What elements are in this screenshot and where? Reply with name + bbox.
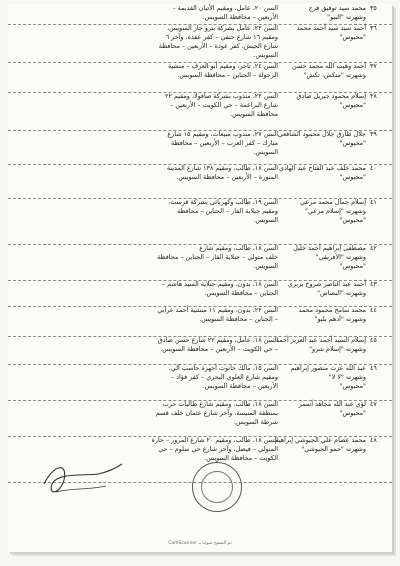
row-number: ٤٦: [370, 364, 377, 372]
name-note: وشهرته "إسلام مرعي": [304, 206, 366, 215]
row-number: ٣٥: [370, 4, 377, 12]
row-number: ٤٧: [370, 400, 377, 408]
defendant-name: [284, 4, 370, 24]
defendant-details: [8, 364, 282, 400]
defendant-row: [8, 198, 392, 245]
defendant-row: [8, 280, 392, 307]
details-line: شارع الجيش، كفر عودة – الأربعين – محافظة: [158, 41, 278, 50]
defendant-details: [8, 62, 282, 92]
name-note: "محبوس": [339, 138, 366, 147]
defendant-details: [8, 400, 282, 436]
defendant-row: [8, 306, 392, 337]
details-line: الأربعين – محافظة السويس.: [202, 381, 278, 390]
name-note: "محبوس": [339, 381, 366, 390]
row-number: ٤٨: [370, 436, 377, 444]
details-line: محافظة السويس.: [230, 109, 278, 118]
details-line: السن ١٨، طالب، ومقيم شارع طالبات حرب: [162, 400, 278, 408]
name-note: "محبوس": [339, 100, 366, 109]
details-line: المنورة – الأربعين – محافظة السويس.: [176, 172, 278, 181]
defendant-row: [8, 62, 392, 93]
name-note: وشهرته "حمو الجيوشي": [301, 444, 366, 453]
defendant-details: [8, 336, 282, 364]
row-number: ٤٣: [370, 280, 377, 288]
defendant-name: [284, 24, 370, 62]
name-note: "محبوس": [339, 261, 366, 270]
official-seal: [192, 462, 242, 512]
details-line: السن ١٨، عامل، ومقيم ٢٢ شارع حسن صادق: [157, 336, 278, 344]
details-line: السن ٢٢، عامل بشركة بترو جاز السويس،: [167, 24, 278, 32]
scanner-footer: CamScanner تم المسح ضوئيا بـ: [168, 541, 232, 546]
name-note: "محبوس": [339, 215, 366, 224]
full-name: محمد خلف عبد الفتاح عبد الهادي: [278, 164, 366, 172]
details-line: السويس.: [253, 147, 278, 156]
defendant-row: [8, 92, 392, 131]
details-line: شرطة السويس.: [233, 417, 278, 426]
name-note: وشهرته "إسلام شرو": [309, 344, 366, 353]
details-line: الجناين – محافظة السويس.: [204, 288, 278, 297]
row-number: ٣٨: [370, 92, 377, 100]
row-number: ٤٤: [370, 306, 377, 314]
defendant-details: [8, 130, 282, 164]
defendant-name: [274, 436, 370, 482]
defendant-details: [8, 198, 282, 244]
details-line: السن ٢٠، عامل، ومقيم الأتيان القديمة -: [173, 4, 278, 12]
full-name: أحمد وهيب الله محمد حسن: [292, 62, 366, 70]
defendant-row: [8, 244, 392, 281]
defendant-details: [8, 306, 282, 336]
details-line: – حي الكويت – الأربعين – محافظة السويس.: [160, 344, 278, 353]
defendant-details: [8, 164, 282, 198]
signature: [36, 454, 126, 504]
details-line: السن ١٨، بدون، ومقيم جبلاية السيد هاشم –: [161, 280, 278, 288]
document-page: [8, 4, 392, 552]
details-line: بمنطقة المنيسة، وآخر شارع عثمان خلف قسم: [155, 408, 278, 417]
details-line: السويس.: [253, 261, 278, 270]
name-note: وشهرته "البيو": [327, 12, 366, 21]
details-line: خلف متولي – جبلاية الفار – الجناين – محافظة: [157, 252, 278, 261]
defendants-list: [8, 4, 392, 484]
details-line: مبارك – كفر العرب – الأربعين – محافظة: [171, 138, 278, 147]
details-line: السن ٢٧، مندوب مبيعات، ومقيم ١٥ شارع: [167, 130, 278, 138]
details-line: – الجناين – محافظة السويس.: [199, 314, 278, 323]
name-note: "محبوس": [339, 172, 366, 181]
defendant-row: [8, 164, 392, 199]
full-name: أحمد عبد الناصر شروخ بربري: [287, 280, 366, 288]
defendant-name: [278, 164, 370, 198]
defendant-row: [8, 4, 392, 25]
defendant-details: [8, 4, 282, 24]
defendant-details: [8, 244, 282, 280]
row-number: ٣٩: [370, 130, 377, 138]
full-name: لؤي عبد الله مجاهد أسمر: [298, 400, 366, 408]
details-line: ومقيم جبلاية الفار – الجناين – محافظة: [177, 206, 278, 215]
defendant-row: [8, 130, 392, 165]
defendant-name: [284, 244, 370, 280]
full-name: جلال طارق جلال محمود الشافعي: [277, 130, 366, 138]
full-name: محمد عصام علي الجيوشي إبراهيم: [274, 436, 366, 444]
details-line: السن ١٨، طالب، ومقيم ١٣٨ شارع المدينة: [166, 164, 278, 172]
row-number: ٤١: [370, 198, 377, 206]
details-line: ومقيم ١٦ شارع حنفي – كفر عقدة، وآخر ٦: [165, 32, 278, 41]
defendant-name: [284, 400, 370, 436]
defendant-name: [284, 92, 370, 130]
defendant-name: [284, 280, 370, 306]
full-name: مصطفى إبراهيم أحمد خليل: [293, 244, 366, 252]
name-note: "محبوس": [339, 408, 366, 417]
details-line: السويس.: [253, 215, 278, 224]
details-line: شارع البراعمة – حي الكويت – الأربعين –: [170, 100, 278, 109]
full-name: أحمد سيد سيد أحمد محمد: [296, 24, 366, 32]
defendant-row: [8, 400, 392, 437]
full-name: إسلام جمال محمد مرعي: [300, 198, 366, 206]
defendant-name: [284, 306, 370, 336]
defendant-name: [284, 198, 370, 244]
name-note: وشهرته "متكش، تكش": [303, 70, 366, 79]
defendant-name: [284, 62, 370, 92]
row-number: ٣٧: [370, 62, 377, 70]
defendant-name: [277, 130, 370, 164]
details-line: السويس.: [253, 50, 278, 59]
defendant-name: [284, 364, 370, 400]
defendant-row: [8, 364, 392, 401]
details-line: السن ٢٤، تاجر، ومقيم أبو العرف – منشية: [167, 62, 278, 70]
details-line: السن ١٩، طالب وكهربائي بشركة قرست،: [168, 198, 278, 206]
details-line: السن ٢٢، بدون، ومقيم ١١ منشية أحمد عرابي: [157, 306, 278, 314]
details-line: السن ٢٢، مندوب بشركة صافولا، ومقيم ٢٢: [165, 92, 278, 100]
name-note: وشهرته "الأفريقي": [315, 252, 366, 261]
name-note: "محبوس": [339, 32, 366, 41]
details-line: السن ١٨، طالب، ومقيم شارع: [199, 244, 278, 252]
name-note: وشهرته "أدهم بلبو": [314, 314, 366, 323]
full-name: إسلام السيد أحمد عبد العزيز أحمد: [275, 336, 366, 344]
details-line: ومقيم شارع العلوي البحري – كفر فؤاد –: [170, 372, 278, 381]
full-name: محمد سيد توفيق فرج: [308, 4, 366, 12]
defendant-details: [8, 280, 282, 306]
name-note: وشهرته "لا لا": [328, 372, 366, 381]
defendant-row: [8, 24, 392, 63]
row-number: ٤٢: [370, 244, 377, 252]
details-line: الأربعين – محافظة السويس.: [202, 12, 278, 21]
full-name: عبد الله عزت منصور إبراهيم: [290, 364, 366, 372]
row-number: ٤٥: [370, 336, 377, 344]
details-line: السن ١٨، طالب، ومقيم ٢٠ شارع المرور – حارة: [151, 436, 278, 444]
defendant-details: [8, 24, 282, 62]
details-line: السن ١٥، مالك حانوت أجهزة حاسب آلي،: [168, 364, 278, 372]
full-name: محمد سامح محمود محمد: [298, 306, 366, 314]
row-number: ٤٠: [370, 164, 377, 172]
full-name: إسلام محمود جبريل صادق: [296, 92, 366, 100]
row-number: ٣٦: [370, 24, 377, 32]
details-line: الكويت – محافظة السويس.: [204, 453, 278, 462]
defendant-row: [8, 336, 392, 365]
details-line: المتولي – فيصل، وآخر شارع حي سلوم – حي: [158, 444, 278, 453]
details-line: الرجولة – الجناين – محافظة السويس.: [177, 70, 278, 79]
name-note: وشهرته "البصاص": [317, 288, 366, 297]
defendant-details: [8, 92, 282, 130]
defendant-name: [275, 336, 370, 364]
